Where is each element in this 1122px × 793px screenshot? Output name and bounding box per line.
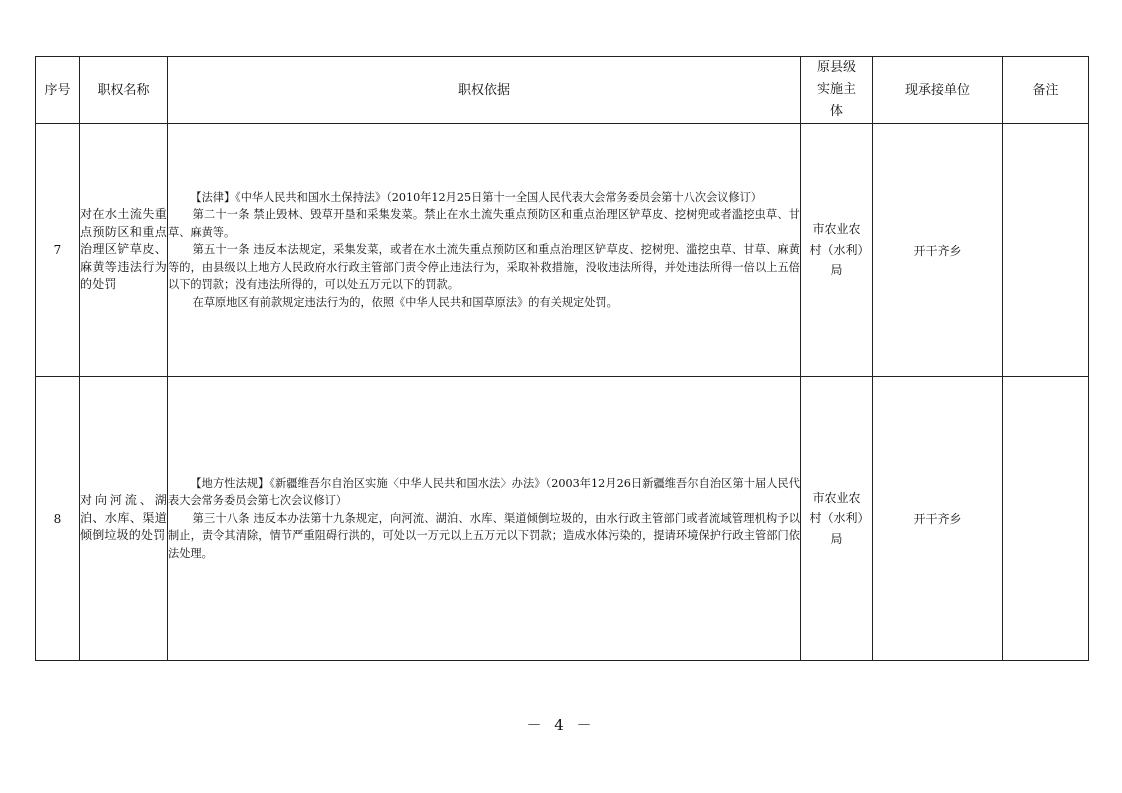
row-original-subject xyxy=(801,377,873,661)
table-header-row xyxy=(36,57,1089,124)
row-remark xyxy=(1003,377,1089,661)
table-row xyxy=(36,377,1089,661)
table-row xyxy=(36,124,1089,377)
basis-article: 第二十一条 禁止毁林、毁草开垦和采集发菜。禁止在水土流失重点预防区和重点治理区铲草皮、挖树兜或者滥挖虫草、甘草、麻黄等。 xyxy=(168,208,800,239)
row-seq: 7 xyxy=(36,124,80,377)
row-seq: 8 xyxy=(36,377,80,661)
header-name: 职权名称 xyxy=(80,57,168,124)
row-power-name: 对向河流、湖泊、水库、渠道倾倒垃圾的处罚 xyxy=(80,377,168,661)
row-current-unit: 开干齐乡 xyxy=(873,124,1003,377)
row-original-subject xyxy=(801,124,873,377)
header-current-unit: 现承接单位 xyxy=(873,57,1003,124)
row-original-subject-text: 市农业农村（水利）局 xyxy=(809,222,864,278)
header-original-subject xyxy=(801,57,873,124)
row-original-subject-text: 市农业农村（水利）局 xyxy=(809,490,864,546)
row-remark xyxy=(1003,124,1089,377)
powers-table xyxy=(35,56,1089,661)
row-current-unit: 开干齐乡 xyxy=(873,377,1003,661)
basis-article: 在草原地区有前款规定违法行为的，依照《中华人民共和国草原法》的有关规定处罚。 xyxy=(192,295,618,309)
header-basis: 职权依据 xyxy=(168,57,801,124)
page-number: － 4 － xyxy=(526,716,596,734)
basis-law-title: 【法律】《中华人民共和国水土保持法》（2010年12月25日第十一全国人民代表大会常务委员会第十八次会议修订） xyxy=(190,191,762,205)
header-remark: 备注 xyxy=(1003,57,1089,124)
header-original-subject-label: 原县级实施主体 xyxy=(817,60,857,119)
basis-article: 第三十八条 违反本办法第十九条规定，向河流、湖泊、水库、渠道倾倒垃圾的，由水行政主管部门或者流域管理机构予以制止，责令其清除，情节严重阻碍行洪的，可处以一万元以上五万元以下罚款；造成水体污染的，提请环境保护行政主管部门依法处理。 xyxy=(168,511,800,560)
row-basis xyxy=(168,124,801,377)
row-basis xyxy=(168,377,801,661)
basis-law-title: 【地方性法规】《新疆维吾尔自治区实施〈中华人民共和国水法〉办法》（2003年12月26日新疆维吾尔自治区第十届人民代表大会常务委员会第七次会议修订） xyxy=(168,476,800,508)
header-seq: 序号 xyxy=(36,57,80,124)
basis-article: 第五十一条 违反本法规定，采集发菜，或者在水土流失重点预防区和重点治理区铲草皮、挖树兜、滥挖虫草、甘草、麻黄等的，由县级以上地方人民政府水行政主管部门责令停止违法行为，采取补救措施，没收违法所得，并处违法所得一倍以上五倍以下的罚款；没有违法所得的，可以处五万元以下的罚款。 xyxy=(168,243,800,292)
row-power-name: 对在水土流失重点预防区和重点治理区铲草皮、麻黄等违法行为的处罚 xyxy=(80,124,168,377)
